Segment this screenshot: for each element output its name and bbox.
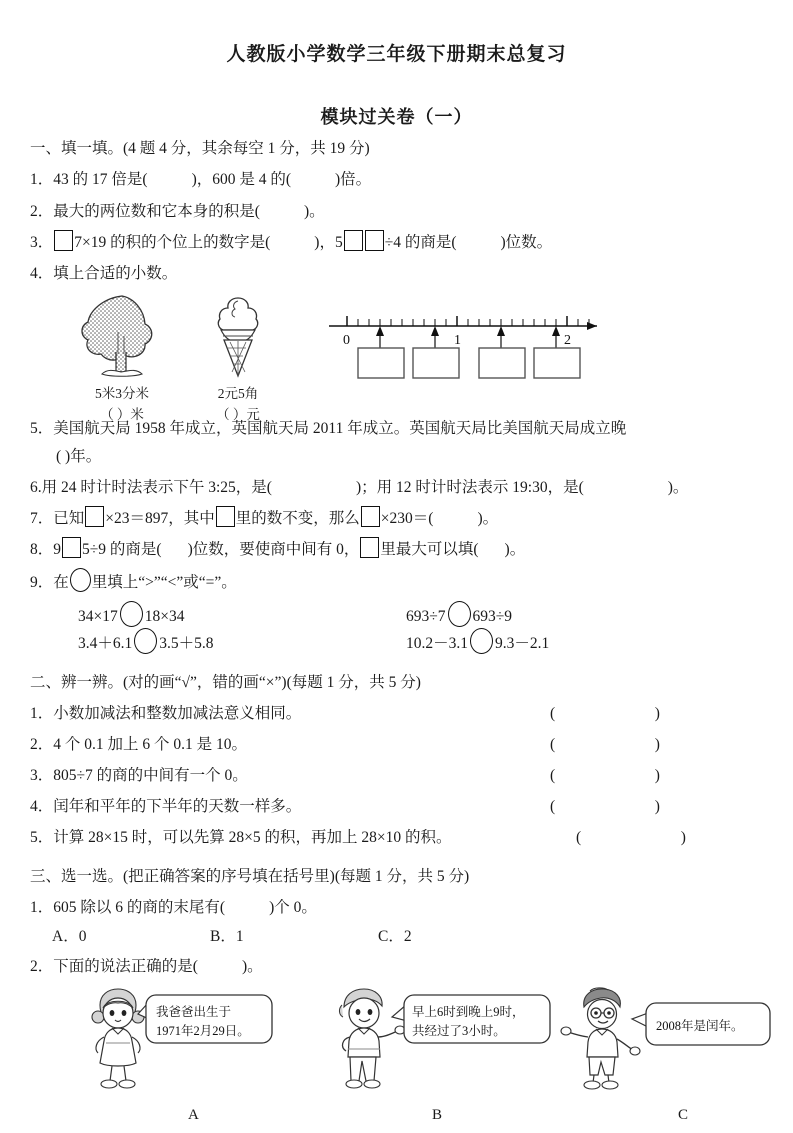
s3q1-number: 1． [30,899,54,917]
s3q1-tail: )个 0。 [269,899,317,917]
cmp-4-left: 10.2－3.1 [406,634,469,652]
s3q1-text: 605 除以 6 的商的末尾有( [53,899,226,917]
question-1-3 [30,230,769,255]
q3-after-boxes: ÷4 的商是( [384,233,457,251]
cmp-2-left: 693÷7 [406,607,446,625]
panel-a-bubble-line2: 1971年2月29日。 [156,1024,250,1039]
q8-part1: 9 [53,541,62,559]
q7-part5: )。 [477,510,499,528]
q3-digit-box-1[interactable] [54,230,73,251]
panel-label-b: B [432,1107,443,1124]
judge-2-number: 2． [30,735,54,753]
question-1-1 [30,167,769,192]
boy-glasses-character-icon [560,987,793,1095]
judge-row-1 [30,701,769,726]
cmp-3-right: 3.5＋5.8 [159,634,214,652]
tree-caption: 5米3分米 [95,385,149,401]
q8-number: 8． [30,541,54,559]
q9-prompt-before: 在 [53,574,69,592]
panel-label-a: A [188,1107,199,1124]
comparison-4 [406,628,549,659]
option-a[interactable]: A．0 [52,928,87,946]
paper-title: 模块过关卷（一） [320,106,473,127]
q6-part2: )；用 12 时计时法表示 19:30，是( [355,479,584,497]
judge-3-text: 805÷7 的商的中间有一个 0。 [53,766,248,784]
section-3-question-2 [30,954,769,979]
q2-part2: )。 [303,202,325,220]
s3q2-tail: )。 [241,958,263,976]
q8-box-1[interactable] [62,537,81,558]
q8-part3: )位数，要使商中间有 0， [187,541,360,559]
q9-number: 9． [30,574,54,592]
q7-box-3[interactable] [361,506,380,527]
q2-part1: 最大的两位数和它本身的积是( [53,202,260,220]
comparison-row-2 [56,628,769,655]
cmp-1-left: 34×17 [78,607,118,625]
section-3-heading: 三、选一选。(把正确答案的序号填在括号里)(每题 1 分，共 5 分) [30,868,470,886]
cmp-4-right: 9.3－2.1 [495,634,550,652]
question-1-5-line2[interactable]: ( )年。 [56,447,102,465]
cmp-1-right: 18×34 [144,607,185,625]
tree-icon [74,292,170,380]
q8-part2: 5÷9 的商是( [82,541,162,559]
s3q2-text: 下面的说法正确的是( [53,958,198,976]
judge-3-answer[interactable]: ( ) [550,766,682,784]
ice-cream-cone-icon [205,292,271,380]
option-b[interactable]: B．1 [210,928,244,946]
q5-number: 5． [30,419,54,437]
section-2-items [30,701,769,851]
q3-digit-box-2[interactable] [344,230,363,251]
q3-number: 3． [30,233,54,251]
q7-part1: 已知 [53,510,85,528]
q7-part2: ×23＝897，其中 [105,510,215,528]
cmp-2-right: 693÷9 [472,607,513,625]
panel-option-b[interactable] [322,987,572,1095]
number-line-diagram [325,304,615,404]
question-1-4 [30,261,769,286]
icecream-figure-group [198,292,278,423]
number-line-answer-box-4 [534,348,580,378]
s3q2-number: 2． [30,958,54,976]
judge-1-number: 1． [30,704,54,722]
q7-part3: 里的数不变，那么 [235,510,360,528]
cmp-1-circle[interactable] [120,601,143,627]
q3-digit-box-3[interactable] [365,230,384,251]
exam-content [0,137,793,1133]
q7-number: 7． [30,510,54,528]
judge-row-2 [30,732,769,757]
number-line-label-1: 1 [454,332,461,348]
comparison-row-1 [56,601,769,628]
number-line-label-0: 0 [343,332,350,348]
q8-box-2[interactable] [360,537,379,558]
q3-after-box1: 7×19 的积的个位上的数字是( [74,233,271,251]
judge-5-text: 计算 28×15 时，可以先算 28×5 的积，再加上 28×10 的积。 [53,828,452,846]
comparison-3 [78,628,214,659]
q1-part1: 43 的 17 倍是( [53,171,148,189]
question-9-comparisons [30,601,769,655]
question-4-figures [30,290,769,423]
q7-part4: ×230＝( [380,510,434,528]
question-1-6 [30,475,769,500]
cmp-3-left: 3.4＋6.1 [78,634,133,652]
judge-4-number: 4． [30,797,54,815]
cmp-3-circle[interactable] [134,628,157,654]
judge-4-answer[interactable]: ( ) [550,797,682,815]
cmp-2-circle[interactable] [448,601,471,627]
judge-1-text: 小数加减法和整数加减法意义相同。 [53,704,302,722]
q2-number: 2． [30,202,54,220]
q6-number: 6. [30,479,42,497]
judge-5-number: 5． [30,828,54,846]
section-3-question-1 [30,895,769,920]
section-1-heading: 一、填一填。(4 题 4 分，其余每空 1 分，共 19 分) [30,140,370,158]
judge-row-3 [30,763,769,788]
q7-box-1[interactable] [85,506,104,527]
question-1-9 [30,568,769,595]
q3-tail: )位数。 [500,233,553,251]
q5-line1: 美国航天局 1958 年成立，英国航天局 2011 年成立。英国航天局比美国航天局成立晚 [53,419,627,437]
icecream-answer-blank[interactable]: （ ）元 [216,407,260,423]
panel-labels-row [30,1107,769,1133]
tree-answer-blank[interactable]: （ ）米 [100,407,144,423]
question-1-2 [30,199,769,224]
judge-5-answer[interactable]: ( ) [576,828,708,846]
question-1-8 [30,537,769,562]
q4-text: 填上合适的小数。 [53,264,178,282]
document-title: 人教版小学数学三年级下册期末总复习 [226,44,567,65]
q9-prompt-circle[interactable] [70,568,91,592]
cmp-4-circle[interactable] [470,628,493,654]
number-line-group [325,304,615,404]
panel-a-bubble-line1: 我爸爸出生于 [156,1005,232,1020]
q8-part5: )。 [504,541,526,559]
q6-part1: 用 24 时计时法表示下午 3:25，是( [41,479,272,497]
section-3-question-1-options [30,924,769,948]
panel-label-c: C [678,1107,689,1124]
number-line-label-2: 2 [564,332,571,348]
q1-number: 1． [30,171,54,189]
judge-2-text: 4 个 0.1 加上 6 个 0.1 是 10。 [53,735,248,753]
number-line-answer-box-3 [479,348,525,378]
tree-figure-group [74,292,170,423]
judge-row-5 [30,825,769,850]
judge-3-number: 3． [30,766,54,784]
q1-part3: )倍。 [335,171,372,189]
judge-4-text: 闰年和平年的下半年的天数一样多。 [53,797,302,815]
panel-option-a[interactable] [76,987,326,1095]
icecream-caption: 2元5角 [217,385,259,401]
panel-option-c[interactable] [560,987,793,1095]
question-1-7 [30,506,769,531]
panel-b-bubble-line1: 早上6时到晚上9时， [412,1005,525,1020]
panel-c-bubble-line1: 2008年是闰年。 [656,1019,744,1034]
q7-box-2[interactable] [216,506,235,527]
section-2-heading: 二、辨一辨。(对的画“√”，错的画“×”)(每题 1 分，共 5 分) [30,673,421,691]
number-line-answer-box-2 [413,348,459,378]
exam-page [0,44,793,1124]
q6-part3: )。 [667,479,689,497]
q8-part4: 里最大可以填( [380,541,479,559]
judge-1-answer[interactable]: ( ) [550,704,682,722]
judge-2-answer[interactable]: ( ) [550,735,682,753]
q3-mid: )，5 [314,233,343,251]
panel-b-bubble-line2: 共经过了3小时。 [412,1024,506,1039]
section-3-question-2-panels [30,987,769,1107]
q1-part2: )，600 是 4 的( [191,171,292,189]
q9-prompt-after: 里填上“>”“<”或“=”。 [91,574,237,592]
judge-row-4 [30,794,769,819]
option-c[interactable]: C．2 [378,928,412,946]
number-line-answer-box-1 [358,348,404,378]
q4-number: 4． [30,264,54,282]
